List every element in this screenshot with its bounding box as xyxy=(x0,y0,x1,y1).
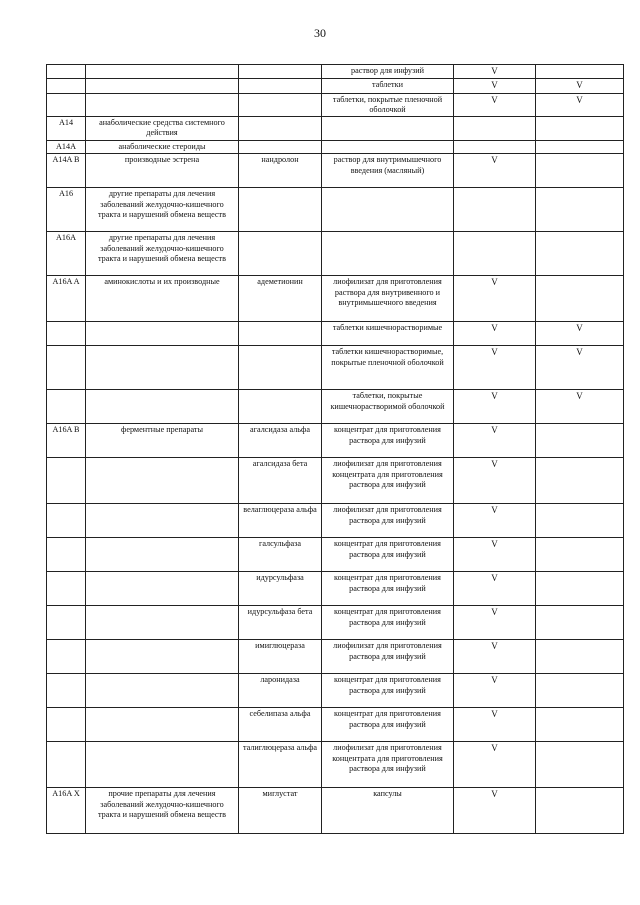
dosage-form-cell: концентрат для приготовления раствора для инфузий xyxy=(322,424,454,458)
dosage-form-cell: лиофилизат для приготовления концентрата для приготовления раствора для инфузий xyxy=(322,742,454,788)
mark-cell-2 xyxy=(536,538,624,572)
mark-cell-1: V xyxy=(454,154,536,188)
inn-cell: нандролон xyxy=(239,154,322,188)
mark-cell-1: V xyxy=(454,572,536,606)
inn-cell xyxy=(239,93,322,117)
inn-cell: агалсидаза бета xyxy=(239,458,322,504)
mark-cell-1: V xyxy=(454,346,536,390)
atc-code-cell xyxy=(47,79,86,93)
atc-code-cell xyxy=(47,93,86,117)
inn-cell: адеметионин xyxy=(239,276,322,322)
inn-cell: имиглюцераза xyxy=(239,640,322,674)
inn-cell xyxy=(239,346,322,390)
atc-code-cell xyxy=(47,538,86,572)
atc-group-cell xyxy=(86,79,239,93)
mark-cell-2 xyxy=(536,232,624,276)
mark-cell-1: V xyxy=(454,322,536,346)
table-row xyxy=(47,674,624,708)
table-row xyxy=(47,390,624,424)
dosage-form-cell: концентрат для приготовления раствора для инфузий xyxy=(322,572,454,606)
inn-cell: ларонидаза xyxy=(239,674,322,708)
atc-code-cell xyxy=(47,390,86,424)
mark-cell-2 xyxy=(536,674,624,708)
drug-table xyxy=(46,64,624,834)
atc-group-cell xyxy=(86,674,239,708)
table-row xyxy=(47,606,624,640)
atc-code-cell: A16A B xyxy=(47,424,86,458)
dosage-form-cell xyxy=(322,141,454,154)
atc-group-cell xyxy=(86,572,239,606)
dosage-form-cell: раствор для внутримышечного введения (масляный) xyxy=(322,154,454,188)
page-number: 30 xyxy=(314,26,326,40)
table-row xyxy=(47,424,624,458)
atc-group-cell: прочие препараты для лечения заболеваний желудочно-кишечного тракта и нарушений обмена веществ xyxy=(86,788,239,834)
dosage-form-cell xyxy=(322,117,454,141)
mark-cell-2: V xyxy=(536,93,624,117)
table-row xyxy=(47,154,624,188)
inn-cell xyxy=(239,390,322,424)
inn-cell: себелипаза альфа xyxy=(239,708,322,742)
mark-cell-2 xyxy=(536,65,624,79)
atc-group-cell xyxy=(86,346,239,390)
mark-cell-1: V xyxy=(454,788,536,834)
mark-cell-1: V xyxy=(454,708,536,742)
mark-cell-2 xyxy=(536,742,624,788)
table-row xyxy=(47,504,624,538)
mark-cell-1: V xyxy=(454,640,536,674)
dosage-form-cell: таблетки xyxy=(322,79,454,93)
mark-cell-2 xyxy=(536,424,624,458)
mark-cell-1: V xyxy=(454,504,536,538)
atc-code-cell xyxy=(47,504,86,538)
inn-cell xyxy=(239,65,322,79)
inn-cell: миглустат xyxy=(239,788,322,834)
atc-code-cell: A16 xyxy=(47,188,86,232)
mark-cell-2: V xyxy=(536,79,624,93)
atc-group-cell xyxy=(86,640,239,674)
mark-cell-2 xyxy=(536,117,624,141)
atc-code-cell xyxy=(47,65,86,79)
atc-code-cell xyxy=(47,458,86,504)
dosage-form-cell: таблетки, покрытые кишечнорастворимой оболочкой xyxy=(322,390,454,424)
mark-cell-2 xyxy=(536,504,624,538)
table-row xyxy=(47,788,624,834)
dosage-form-cell: лиофилизат для приготовления раствора для инфузий xyxy=(322,640,454,674)
atc-code-cell xyxy=(47,674,86,708)
atc-code-cell xyxy=(47,346,86,390)
atc-group-cell xyxy=(86,93,239,117)
mark-cell-1 xyxy=(454,117,536,141)
atc-code-cell xyxy=(47,572,86,606)
table-row xyxy=(47,640,624,674)
atc-code-cell xyxy=(47,606,86,640)
table-row xyxy=(47,117,624,141)
atc-group-cell xyxy=(86,504,239,538)
dosage-form-cell xyxy=(322,232,454,276)
inn-cell: галсульфаза xyxy=(239,538,322,572)
table-row xyxy=(47,322,624,346)
table-row xyxy=(47,276,624,322)
table-row xyxy=(47,79,624,93)
dosage-form-cell: лиофилизат для приготовления концентрата для приготовления раствора для инфузий xyxy=(322,458,454,504)
atc-group-cell xyxy=(86,538,239,572)
atc-group-cell xyxy=(86,742,239,788)
atc-code-cell xyxy=(47,640,86,674)
inn-cell: идурсульфаза xyxy=(239,572,322,606)
table-row xyxy=(47,93,624,117)
table-row xyxy=(47,742,624,788)
dosage-form-cell xyxy=(322,188,454,232)
inn-cell xyxy=(239,117,322,141)
table-row xyxy=(47,232,624,276)
table-row xyxy=(47,572,624,606)
atc-code-cell: A16A X xyxy=(47,788,86,834)
mark-cell-1: V xyxy=(454,538,536,572)
inn-cell: агалсидаза альфа xyxy=(239,424,322,458)
dosage-form-cell: лиофилизат для приготовления раствора для внутривенного и внутримышечного введения xyxy=(322,276,454,322)
atc-group-cell: анаболические стероиды xyxy=(86,141,239,154)
mark-cell-2 xyxy=(536,640,624,674)
atc-code-cell xyxy=(47,742,86,788)
inn-cell: талиглюцераза альфа xyxy=(239,742,322,788)
mark-cell-1: V xyxy=(454,674,536,708)
inn-cell: велаглюцераза альфа xyxy=(239,504,322,538)
dosage-form-cell: концентрат для приготовления раствора для инфузий xyxy=(322,674,454,708)
mark-cell-2 xyxy=(536,141,624,154)
inn-cell xyxy=(239,79,322,93)
table-row xyxy=(47,141,624,154)
mark-cell-2 xyxy=(536,188,624,232)
atc-code-cell: A14 xyxy=(47,117,86,141)
mark-cell-1: V xyxy=(454,79,536,93)
atc-code-cell: A16A xyxy=(47,232,86,276)
atc-code-cell xyxy=(47,708,86,742)
atc-group-cell xyxy=(86,708,239,742)
mark-cell-1: V xyxy=(454,424,536,458)
table-row xyxy=(47,538,624,572)
mark-cell-1: V xyxy=(454,276,536,322)
mark-cell-2 xyxy=(536,458,624,504)
atc-group-cell xyxy=(86,65,239,79)
mark-cell-1: V xyxy=(454,65,536,79)
mark-cell-2: V xyxy=(536,390,624,424)
mark-cell-2 xyxy=(536,276,624,322)
inn-cell xyxy=(239,141,322,154)
dosage-form-cell: концентрат для приготовления раствора для инфузий xyxy=(322,538,454,572)
mark-cell-2 xyxy=(536,606,624,640)
atc-code-cell xyxy=(47,322,86,346)
table-row xyxy=(47,346,624,390)
atc-group-cell xyxy=(86,606,239,640)
table-row xyxy=(47,708,624,742)
table-row xyxy=(47,458,624,504)
mark-cell-1: V xyxy=(454,742,536,788)
dosage-form-cell: таблетки кишечнорастворимые, покрытые пленочной оболочкой xyxy=(322,346,454,390)
inn-cell xyxy=(239,232,322,276)
dosage-form-cell: лиофилизат для приготовления раствора для инфузий xyxy=(322,504,454,538)
dosage-form-cell: таблетки кишечнорастворимые xyxy=(322,322,454,346)
atc-code-cell: A14A B xyxy=(47,154,86,188)
atc-group-cell: производные эстрена xyxy=(86,154,239,188)
table-row xyxy=(47,65,624,79)
mark-cell-1: V xyxy=(454,93,536,117)
mark-cell-1: V xyxy=(454,606,536,640)
dosage-form-cell: раствор для инфузий xyxy=(322,65,454,79)
atc-group-cell: аминокислоты и их производные xyxy=(86,276,239,322)
mark-cell-2 xyxy=(536,572,624,606)
mark-cell-2 xyxy=(536,788,624,834)
mark-cell-1 xyxy=(454,141,536,154)
mark-cell-2 xyxy=(536,154,624,188)
atc-group-cell xyxy=(86,322,239,346)
mark-cell-1: V xyxy=(454,390,536,424)
mark-cell-1 xyxy=(454,232,536,276)
inn-cell xyxy=(239,188,322,232)
mark-cell-1: V xyxy=(454,458,536,504)
atc-group-cell: ферментные препараты xyxy=(86,424,239,458)
mark-cell-2: V xyxy=(536,346,624,390)
atc-group-cell xyxy=(86,390,239,424)
atc-code-cell: A14A xyxy=(47,141,86,154)
inn-cell: идурсульфаза бета xyxy=(239,606,322,640)
table-row xyxy=(47,188,624,232)
dosage-form-cell: концентрат для приготовления раствора для инфузий xyxy=(322,606,454,640)
mark-cell-2 xyxy=(536,708,624,742)
mark-cell-1 xyxy=(454,188,536,232)
inn-cell xyxy=(239,322,322,346)
mark-cell-2: V xyxy=(536,322,624,346)
dosage-form-cell: таблетки, покрытые пленочной оболочкой xyxy=(322,93,454,117)
atc-code-cell: A16A A xyxy=(47,276,86,322)
atc-group-cell: анаболические средства системного действия xyxy=(86,117,239,141)
dosage-form-cell: концентрат для приготовления раствора для инфузий xyxy=(322,708,454,742)
atc-group-cell: другие препараты для лечения заболеваний желудочно-кишечного тракта и нарушений обмена веществ xyxy=(86,232,239,276)
dosage-form-cell: капсулы xyxy=(322,788,454,834)
atc-group-cell xyxy=(86,458,239,504)
atc-group-cell: другие препараты для лечения заболеваний желудочно-кишечного тракта и нарушений обмена веществ xyxy=(86,188,239,232)
